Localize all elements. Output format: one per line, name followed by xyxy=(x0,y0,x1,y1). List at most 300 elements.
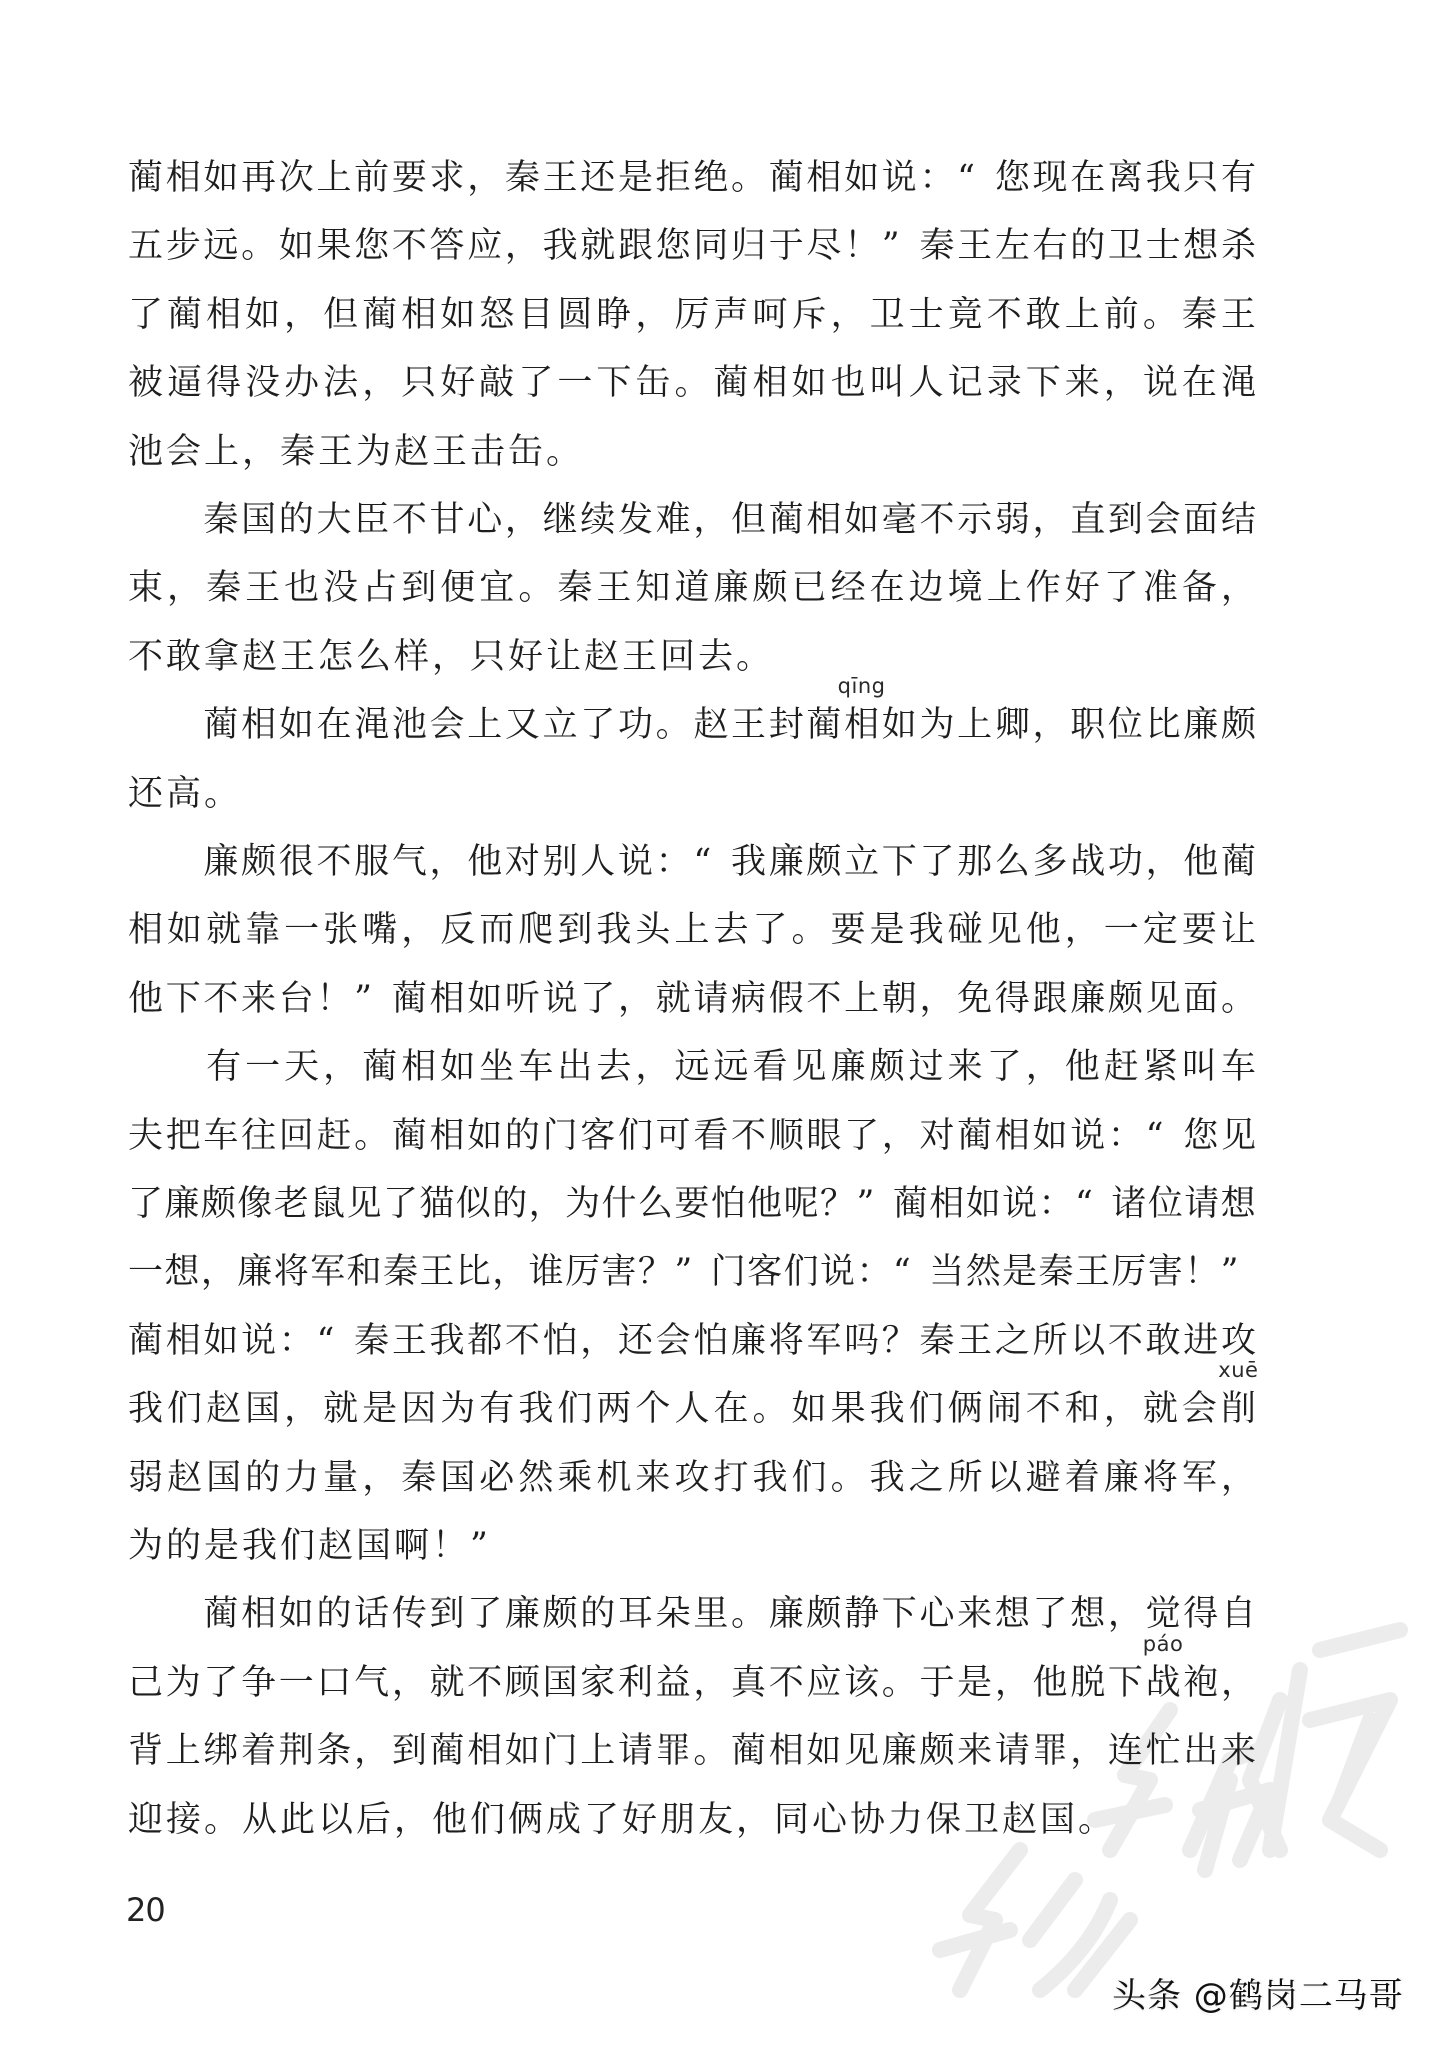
text-char: 王 xyxy=(957,1321,993,1361)
text-char: 您 xyxy=(1183,1116,1219,1156)
text-char: 到 xyxy=(429,1594,465,1634)
text-char: 想 xyxy=(164,1252,200,1292)
text-char: ， xyxy=(394,1800,430,1840)
text-line xyxy=(128,158,1256,198)
text-char: 罪 xyxy=(1032,1731,1068,1771)
text-char: 如 xyxy=(1032,1116,1068,1156)
text-char: ， xyxy=(1103,363,1139,403)
text-char: ， xyxy=(617,979,653,1019)
text-char: 了 xyxy=(382,1184,418,1224)
text-char: 请 xyxy=(693,979,729,1019)
text-char: 力 xyxy=(284,1458,320,1498)
text-char: 经 xyxy=(830,568,866,608)
text-char: ！ xyxy=(1184,1252,1220,1292)
text-char: 他 xyxy=(432,1800,468,1840)
text-char: 道 xyxy=(674,568,710,608)
text-char: 目 xyxy=(518,295,554,335)
text-char: 廉 xyxy=(504,1594,540,1634)
text-char: 去 xyxy=(698,637,734,677)
text-char: 然 xyxy=(518,1458,554,1498)
text-char: 的 xyxy=(580,1594,616,1634)
text-char: ： xyxy=(919,158,955,198)
text-char: 我 xyxy=(518,1389,554,1429)
text-char: 渑 xyxy=(354,705,390,745)
text-char: 他 xyxy=(747,1184,783,1224)
text-char: 靠 xyxy=(245,910,281,950)
text-char: 封 xyxy=(768,705,804,745)
text-char: 赵 xyxy=(584,637,620,677)
text-char: 面 xyxy=(1183,500,1219,540)
text-char: 迎 xyxy=(128,1800,164,1840)
text-char: 的 xyxy=(1070,226,1106,266)
text-char: 蔺 xyxy=(203,1594,239,1634)
text-char: 去 xyxy=(596,1047,632,1087)
text-line xyxy=(128,637,774,677)
text-char: 以 xyxy=(986,1458,1022,1498)
text-char: 想 xyxy=(1220,1184,1256,1224)
text-line xyxy=(128,1321,1256,1361)
text-char: 大 xyxy=(316,500,352,540)
text-char: 免 xyxy=(957,979,993,1019)
text-line xyxy=(128,1594,1256,1634)
text-char: 袍 xyxy=(1183,1663,1219,1703)
text-char: 个 xyxy=(635,1389,671,1429)
text-char: 卫 xyxy=(964,1800,1000,1840)
text-char: 廉 xyxy=(1183,705,1219,745)
text-char: 相 xyxy=(994,1116,1030,1156)
text-char: 王 xyxy=(318,432,354,472)
text-char: 有 xyxy=(479,1389,515,1429)
text-char: 只 xyxy=(470,637,506,677)
text-char: 友 xyxy=(698,1800,734,1840)
text-char: 上 xyxy=(316,158,352,198)
text-char: 削 xuē xyxy=(1218,1358,1259,1429)
text-char: ！ xyxy=(844,226,880,266)
text-char: 士 xyxy=(1145,226,1181,266)
text-char: 不 xyxy=(203,979,239,1019)
text-char: 王 xyxy=(280,637,316,677)
text-char xyxy=(128,705,163,745)
text-char: 甘 xyxy=(429,500,465,540)
text-char: 要 xyxy=(1181,910,1217,950)
text-char: 不 xyxy=(731,1116,767,1156)
text-char: 再 xyxy=(241,158,277,198)
text-char: ， xyxy=(1107,1594,1143,1634)
text-char: 定 xyxy=(1142,910,1178,950)
text-char: 我 xyxy=(752,1458,788,1498)
text-char: 得 xyxy=(994,979,1030,1019)
text-char: 头 xyxy=(635,910,671,950)
text-char: 王 xyxy=(731,705,767,745)
text-char: 会 xyxy=(655,1321,691,1361)
text-char: 在 xyxy=(713,1389,749,1429)
text-char: 赶 xyxy=(316,1116,352,1156)
text-line xyxy=(128,674,1256,745)
text-char: 蔺 xyxy=(429,1731,465,1771)
text-char: ， xyxy=(1070,1731,1106,1771)
text-char: 了 xyxy=(1103,568,1139,608)
text-char: 攻 xyxy=(674,1458,710,1498)
text-char: 有 xyxy=(206,1047,242,1087)
text-char: 法 xyxy=(323,363,359,403)
text-char: ： xyxy=(1107,1116,1143,1156)
text-char: 战 xyxy=(1070,842,1106,882)
text-char: 如 xyxy=(278,1594,314,1634)
text-char: 猫 xyxy=(419,1184,455,1224)
text-char: ” xyxy=(1220,1252,1239,1292)
text-char: 我 xyxy=(429,1321,465,1361)
text-char: 进 xyxy=(1183,1321,1219,1361)
text-char: 我 xyxy=(242,1526,278,1566)
text-char xyxy=(167,1047,202,1087)
text-char: 了 xyxy=(752,910,788,950)
text-char: 车 xyxy=(518,1047,554,1087)
text-char: 心 xyxy=(467,500,503,540)
text-char: 。 xyxy=(881,1663,917,1703)
text-char: 王 xyxy=(1074,1252,1110,1292)
text-char: 们 xyxy=(557,1389,593,1429)
text-char: 秦 xyxy=(1181,295,1217,335)
text-char: ， xyxy=(362,1458,398,1498)
text-char: 会 xyxy=(1181,1389,1217,1429)
text-char: 左 xyxy=(994,226,1030,266)
text-char: 归 xyxy=(731,226,767,266)
text-char: 秦 xyxy=(557,568,593,608)
text-char: 说 xyxy=(241,1321,277,1361)
text-char: 接 xyxy=(166,1800,202,1840)
text-char: 战 páo xyxy=(1142,1632,1184,1703)
text-char: 家 xyxy=(580,1663,616,1703)
text-char: 心 xyxy=(812,1800,848,1840)
text-char: 卫 xyxy=(869,295,905,335)
text-char xyxy=(166,842,201,882)
text-char: 还 xyxy=(580,158,616,198)
text-char: 蔺 xyxy=(957,1116,993,1156)
text-char: 颇 xyxy=(241,842,277,882)
text-char: ， xyxy=(635,295,671,335)
text-char: 所 xyxy=(947,1458,983,1498)
text-char: ， xyxy=(736,1800,772,1840)
text-char: 现 xyxy=(1032,158,1068,198)
text-char: 准 xyxy=(1142,568,1178,608)
text-char: 里 xyxy=(693,1594,729,1634)
text-char: 。 xyxy=(655,705,691,745)
text-char: 好 xyxy=(1064,568,1100,608)
text-char: 立 xyxy=(542,705,578,745)
text-char: 一 xyxy=(278,1663,314,1703)
text-line xyxy=(128,226,1256,266)
text-char: 机 xyxy=(596,1458,632,1498)
text-char: 想 xyxy=(1183,226,1219,266)
text-char: 话 xyxy=(354,1594,390,1634)
text-char: 来 xyxy=(947,1047,983,1087)
text-char: 客 xyxy=(580,1116,616,1156)
text-line xyxy=(128,1116,1256,1156)
text-char: 别 xyxy=(542,842,578,882)
text-line xyxy=(128,1458,1256,1498)
text-char: 要 xyxy=(830,910,866,950)
text-char: 利 xyxy=(617,1663,653,1703)
text-char: 如 xyxy=(278,705,314,745)
text-char: 相 xyxy=(768,1731,804,1771)
text-char: 秦 xyxy=(919,1321,955,1361)
text-char: ， xyxy=(242,432,278,472)
text-char: 的 xyxy=(492,1184,528,1224)
text-char: 门 xyxy=(710,1252,746,1292)
text-char: 职 xyxy=(1070,705,1106,745)
text-char: ， xyxy=(284,1389,320,1429)
text-char: 高 xyxy=(166,774,202,814)
text-char: 应 xyxy=(806,1663,842,1703)
text-char: 蔺 xyxy=(203,705,239,745)
text-char: 说 xyxy=(820,1252,856,1292)
text-char: 答 xyxy=(429,226,465,266)
text-char: 连 xyxy=(1107,1731,1143,1771)
text-char: 他 xyxy=(467,842,503,882)
text-char: ， xyxy=(635,1047,671,1087)
text-char: 是 xyxy=(362,1389,398,1429)
text-char: 录 xyxy=(986,363,1022,403)
text-char: ， xyxy=(693,1663,729,1703)
text-char: 前 xyxy=(354,158,390,198)
text-char: 就 xyxy=(323,1389,359,1429)
text-char: 那 xyxy=(957,842,993,882)
text-char: 。 xyxy=(674,363,710,403)
text-char: 国 xyxy=(440,1458,476,1498)
text-char: 就 xyxy=(1142,1389,1178,1429)
text-char: 下 xyxy=(596,363,632,403)
text-char: 士 xyxy=(908,295,944,335)
text-char: 我 xyxy=(869,1389,905,1429)
text-char: 怕 xyxy=(710,1184,746,1224)
text-char: 如 xyxy=(167,910,203,950)
text-char: 蔺 xyxy=(128,158,164,198)
text-char: 次 xyxy=(278,158,314,198)
text-char: 为 xyxy=(356,432,392,472)
text-char: 跟 xyxy=(617,226,653,266)
text-char: 也 xyxy=(830,363,866,403)
text-char: 如 xyxy=(844,500,880,540)
text-char: 。 xyxy=(736,637,772,677)
text-char: 不 xyxy=(504,1321,540,1361)
text-char: 和 xyxy=(1064,1389,1100,1429)
text-char: 力 xyxy=(888,1800,924,1840)
text-char: 想 xyxy=(994,1594,1030,1634)
text-char: 我 xyxy=(1145,158,1181,198)
text-char: 如 xyxy=(467,979,503,1019)
text-char: 廉 xyxy=(237,1252,273,1292)
text-char: 廉 xyxy=(768,1594,804,1634)
text-char: 可 xyxy=(655,1116,691,1156)
text-char: 。 xyxy=(204,774,240,814)
text-char: 廉 xyxy=(203,842,239,882)
text-char: 军 xyxy=(1181,1458,1217,1498)
text-char: 绝 xyxy=(693,158,729,198)
text-char: ， xyxy=(1220,1458,1256,1498)
text-char: 了 xyxy=(1032,1594,1068,1634)
text-char: 是 xyxy=(617,158,653,198)
text-char: 王 xyxy=(596,568,632,608)
text-char: 服 xyxy=(354,842,390,882)
text-char: 颇 xyxy=(919,1731,955,1771)
text-char: 。 xyxy=(752,1389,788,1429)
text-line xyxy=(128,842,1256,882)
text-char: 怒 xyxy=(479,295,515,335)
text-char: 就 xyxy=(655,979,691,1019)
text-char: 是 xyxy=(869,910,905,950)
text-char: 们 xyxy=(470,1800,506,1840)
text-char: 必 xyxy=(479,1458,515,1498)
text-char: 臣 xyxy=(354,500,390,540)
text-char: 继 xyxy=(542,500,578,540)
text-char: 厉 xyxy=(1111,1252,1147,1292)
text-line xyxy=(128,1358,1259,1429)
text-char: 蔺 xyxy=(731,1731,767,1771)
text-char: 敢 xyxy=(1145,1321,1181,1361)
text-char: 廉 xyxy=(830,1047,866,1087)
text-char: 脱 xyxy=(1070,1663,1106,1703)
text-char: 便 xyxy=(440,568,476,608)
text-char: 敲 xyxy=(479,363,515,403)
text-char: 相 xyxy=(128,910,164,950)
text-char: 位 xyxy=(1147,1184,1183,1224)
text-char: 续 xyxy=(580,500,616,540)
text-char: 不 xyxy=(986,295,1022,335)
text-char: 俩 xyxy=(947,1389,983,1429)
text-char: “ xyxy=(693,842,712,882)
text-char: 鼠 xyxy=(310,1184,346,1224)
text-char: 厉 xyxy=(674,295,710,335)
text-char: 俩 xyxy=(508,1800,544,1840)
text-line xyxy=(128,774,242,814)
text-char: 秦 xyxy=(401,1458,437,1498)
text-char: 见 xyxy=(844,1731,880,1771)
text-char: 避 xyxy=(1025,1458,1061,1498)
text-char: 的 xyxy=(504,1116,540,1156)
text-char: 协 xyxy=(850,1800,886,1840)
text-char: 假 xyxy=(768,979,804,1019)
text-char: 然 xyxy=(965,1252,1001,1292)
text-char: 国 xyxy=(206,1458,242,1498)
text-char: 得 xyxy=(1183,1594,1219,1634)
text-line xyxy=(128,1800,1116,1840)
text-char: 蔺 xyxy=(391,1116,427,1156)
text-char: 如 xyxy=(203,158,239,198)
text-char: 到 xyxy=(1107,500,1143,540)
text-char: 一 xyxy=(557,363,593,403)
text-char xyxy=(128,842,163,882)
text-char: 因 xyxy=(401,1389,437,1429)
text-char: 国 xyxy=(241,500,277,540)
text-char: 来 xyxy=(957,1594,993,1634)
text-line xyxy=(128,1047,1256,1087)
text-char: 老 xyxy=(273,1184,309,1224)
text-char: 人 xyxy=(674,1389,710,1429)
text-char: 把 xyxy=(165,1116,201,1156)
text-char: 赶 xyxy=(1103,1047,1139,1087)
text-char: 请 xyxy=(617,1731,653,1771)
text-char: 来 xyxy=(241,979,277,1019)
text-char: 卿 xyxy=(994,705,1030,745)
text-char: 缶 xyxy=(635,363,671,403)
text-char: 们 xyxy=(783,1252,819,1292)
text-char: 。 xyxy=(830,1458,866,1498)
text-char: 样 xyxy=(394,637,430,677)
text-char: 位 xyxy=(1107,705,1143,745)
text-char: 远 xyxy=(713,1047,749,1087)
text-char: 国 xyxy=(245,1389,281,1429)
text-char: 说 xyxy=(1070,1116,1106,1156)
text-char: 了 xyxy=(580,705,616,745)
text-char: 王 xyxy=(957,226,993,266)
text-char: 量 xyxy=(323,1458,359,1498)
text-char: ！ xyxy=(316,979,352,1019)
text-char: 王 xyxy=(542,158,578,198)
text-char: 。 xyxy=(731,158,767,198)
text-char: 了 xyxy=(128,295,164,335)
text-char: 会 xyxy=(166,432,202,472)
text-char: 么 xyxy=(356,637,392,677)
text-char: 该 xyxy=(844,1663,880,1703)
text-char: 如 xyxy=(467,1116,503,1156)
text-char: 见 xyxy=(986,910,1022,950)
text-char: 蔺 xyxy=(768,500,804,540)
text-char: 叫 xyxy=(1181,1047,1217,1087)
text-char: 。 xyxy=(1142,295,1178,335)
text-char: 边 xyxy=(908,568,944,608)
text-char: 相 xyxy=(929,1184,965,1224)
text-char: 门 xyxy=(542,1116,578,1156)
text-char: 赵 xyxy=(167,1458,203,1498)
text-char: 蔺 xyxy=(167,295,203,335)
source-credit-watermark: 头条 @鹤岗二马哥 xyxy=(1112,1976,1404,2016)
text-char: 台 xyxy=(278,979,314,1019)
text-char: 对 xyxy=(504,842,540,882)
text-char: 回 xyxy=(660,637,696,677)
text-char: “ xyxy=(1074,1184,1093,1224)
text-char: 廉 xyxy=(164,1184,200,1224)
text-char: 的 xyxy=(278,500,314,540)
text-char: 上 xyxy=(674,910,710,950)
text-char: 。 xyxy=(731,1594,767,1634)
text-char: ？ xyxy=(881,1321,917,1361)
text-char: 相 xyxy=(165,1321,201,1361)
text-char: 下 xyxy=(165,979,201,1019)
text-char: 直 xyxy=(1070,500,1106,540)
text-char: “ xyxy=(892,1252,911,1292)
text-char: 看 xyxy=(693,1116,729,1156)
text-char: ， xyxy=(167,568,203,608)
text-char: 益 xyxy=(655,1663,691,1703)
text-char: ， xyxy=(994,1663,1030,1703)
text-char: “ xyxy=(1145,1116,1164,1156)
text-char: ， xyxy=(492,1252,528,1292)
text-char: 斥 xyxy=(791,295,827,335)
text-char: 赵 xyxy=(318,1526,354,1566)
text-char: 颇 xyxy=(869,1047,905,1087)
text-char: 如 xyxy=(806,1731,842,1771)
text-char: 像 xyxy=(237,1184,273,1224)
text-char: 来 xyxy=(1220,1731,1256,1771)
text-char: 立 xyxy=(844,842,880,882)
text-char: 上 xyxy=(844,979,880,1019)
text-char: 蔺 xyxy=(391,979,427,1019)
text-char: 卫 xyxy=(1107,226,1143,266)
text-char: 知 xyxy=(635,568,671,608)
text-char: ， xyxy=(504,226,540,266)
text-char: 王 xyxy=(391,1321,427,1361)
text-char: 缶 xyxy=(508,432,544,472)
